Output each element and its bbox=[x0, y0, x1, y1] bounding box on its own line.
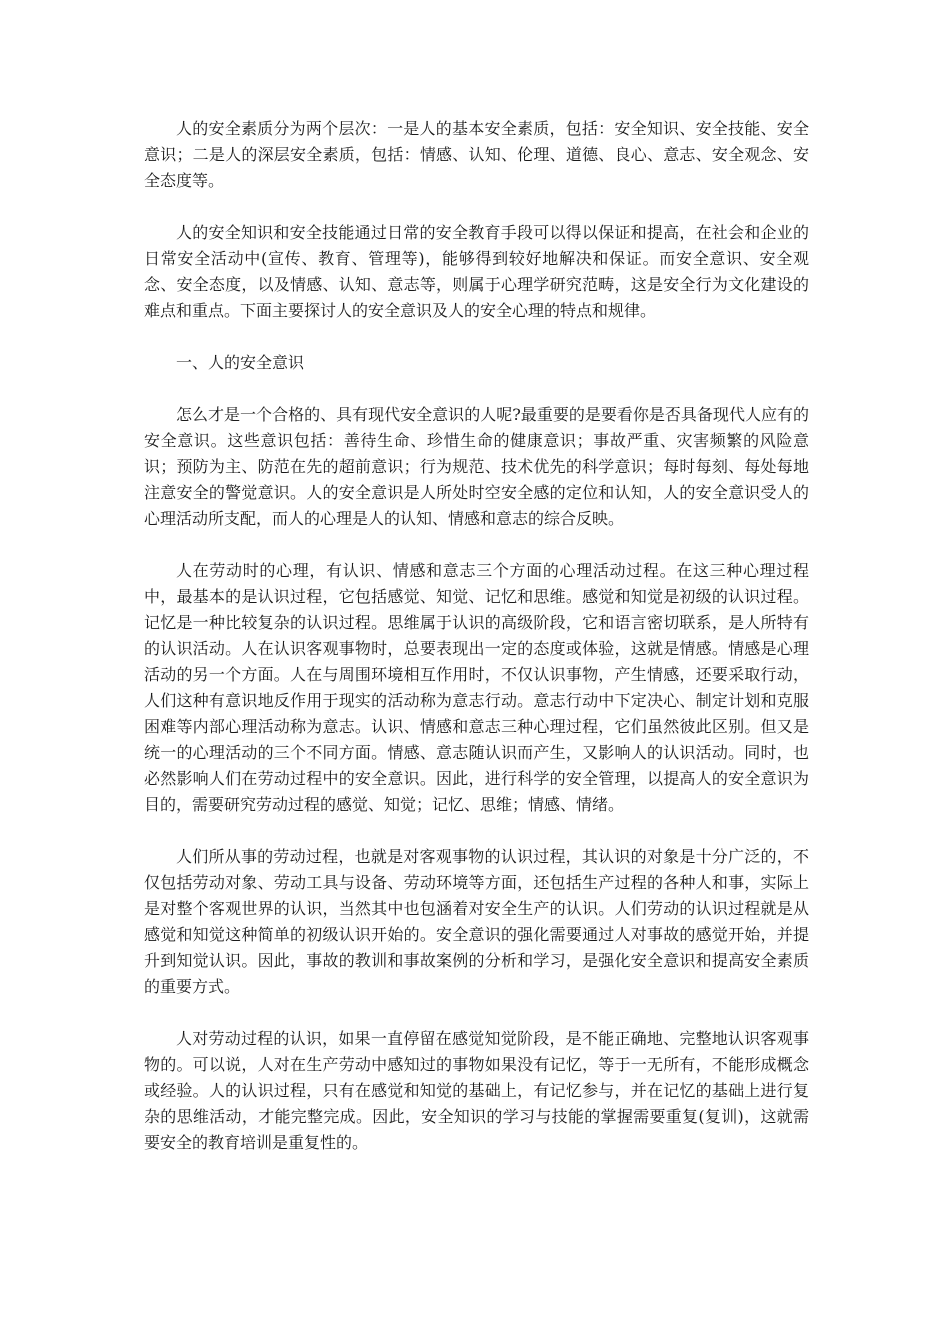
paragraph-safety-quality-levels: 人的安全素质分为两个层次：一是人的基本安全素质，包括：安全知识、安全技能、安全意识；二是人的深层安全素质，包括：情感、认知、伦理、道德、良心、意志、安全观念、安全态度等。 bbox=[144, 119, 809, 190]
paragraph-memory-and-training: 人对劳动过程的认识，如果一直停留在感觉知觉阶段，是不能正确地、完整地认识客观事物的。可以说，人对在生产劳动中感知过的事物如果没有记忆，等于一无所有，不能形成概念或经验。人的认识过程，只有在感觉和知觉的基础上，有记忆参与，并在记忆的基础上进行复杂的思维活动，才能完整完成。因此，安全知识的学习与技能的掌握需要重复(复训)，这就需要安全的教育培训是重复性的。 bbox=[144, 1029, 809, 1152]
paragraph-labor-cognition: 人们所从事的劳动过程，也就是对客观事物的认识过程，其认识的对象是十分广泛的，不仅包括劳动对象、劳动工具与设备、劳动环境等方面，还包括生产过程的各种人和事，实际上是对整个客观世界的认识，当然其中也包涵着对安全生产的认识。人们劳动的认识过程就是从感觉和知觉这种简单的初级认识开始的。安全意识的强化需要通过人对事故的感觉开始，并提升到知觉认识。因此，事故的教训和事故案例的分析和学习，是强化安全意识和提高安全素质的重要方式。 bbox=[144, 847, 809, 996]
paragraph-modern-safety-awareness: 怎么才是一个合格的、具有现代安全意识的人呢?最重要的是要看你是否具备现代人应有的安全意识。这些意识包括：善待生命、珍惜生命的健康意识；事故严重、灾害频繁的风险意识；预防为主、防范在先的超前意识；行为规范、技术优先的科学意识；每时每刻、每处每地注意安全的警觉意识。人的安全意识是人所处时空安全感的定位和认知，人的安全意识受人的心理活动所支配，而人的心理是人的认知、情感和意志的综合反映。 bbox=[144, 405, 809, 528]
paragraph-labor-psychology: 人在劳动时的心理，有认识、情感和意志三个方面的心理活动过程。在这三种心理过程中，最基本的是认识过程，它包括感觉、知觉、记忆和思维。感觉和知觉是初级的认识过程。记忆是一种比较复杂的认识过程。思维属于认识的高级阶段，它和语言密切联系，是人所特有的认识活动。人在认识客观事物时，总要表现出一定的态度或体验，这就是情感。情感是心理活动的另一个方面。人在与周围环境相互作用时，不仅认识事物，产生情感，还要采取行动，人们这种有意识地反作用于现实的活动称为意志行动。意志行动中下定决心、制定计划和克服困难等内部心理活动称为意志。认识、情感和意志三种心理过程，它们虽然彼此区别。但又是统一的心理活动的三个不同方面。情感、意志随认识而产生，又影响人的认识活动。同时，也必然影响人们在劳动过程中的安全意识。因此，进行科学的安全管理，以提高人的安全意识为目的，需要研究劳动过程的感觉、知觉；记忆、思维；情感、情绪。 bbox=[144, 561, 809, 814]
document-body bbox=[144, 116, 809, 1182]
paragraph-knowledge-and-skills: 人的安全知识和安全技能通过日常的安全教育手段可以得以保证和提高，在社会和企业的日常安全活动中(宣传、教育、管理等)，能够得到较好地解决和保证。而安全意识、安全观念、安全态度，以及情感、认知、意志等，则属于心理学研究范畴，这是安全行为文化建设的难点和重点。下面主要探讨人的安全意识及人的安全心理的特点和规律。 bbox=[144, 223, 809, 320]
section-heading-safety-awareness: 一、人的安全意识 bbox=[176, 353, 305, 372]
